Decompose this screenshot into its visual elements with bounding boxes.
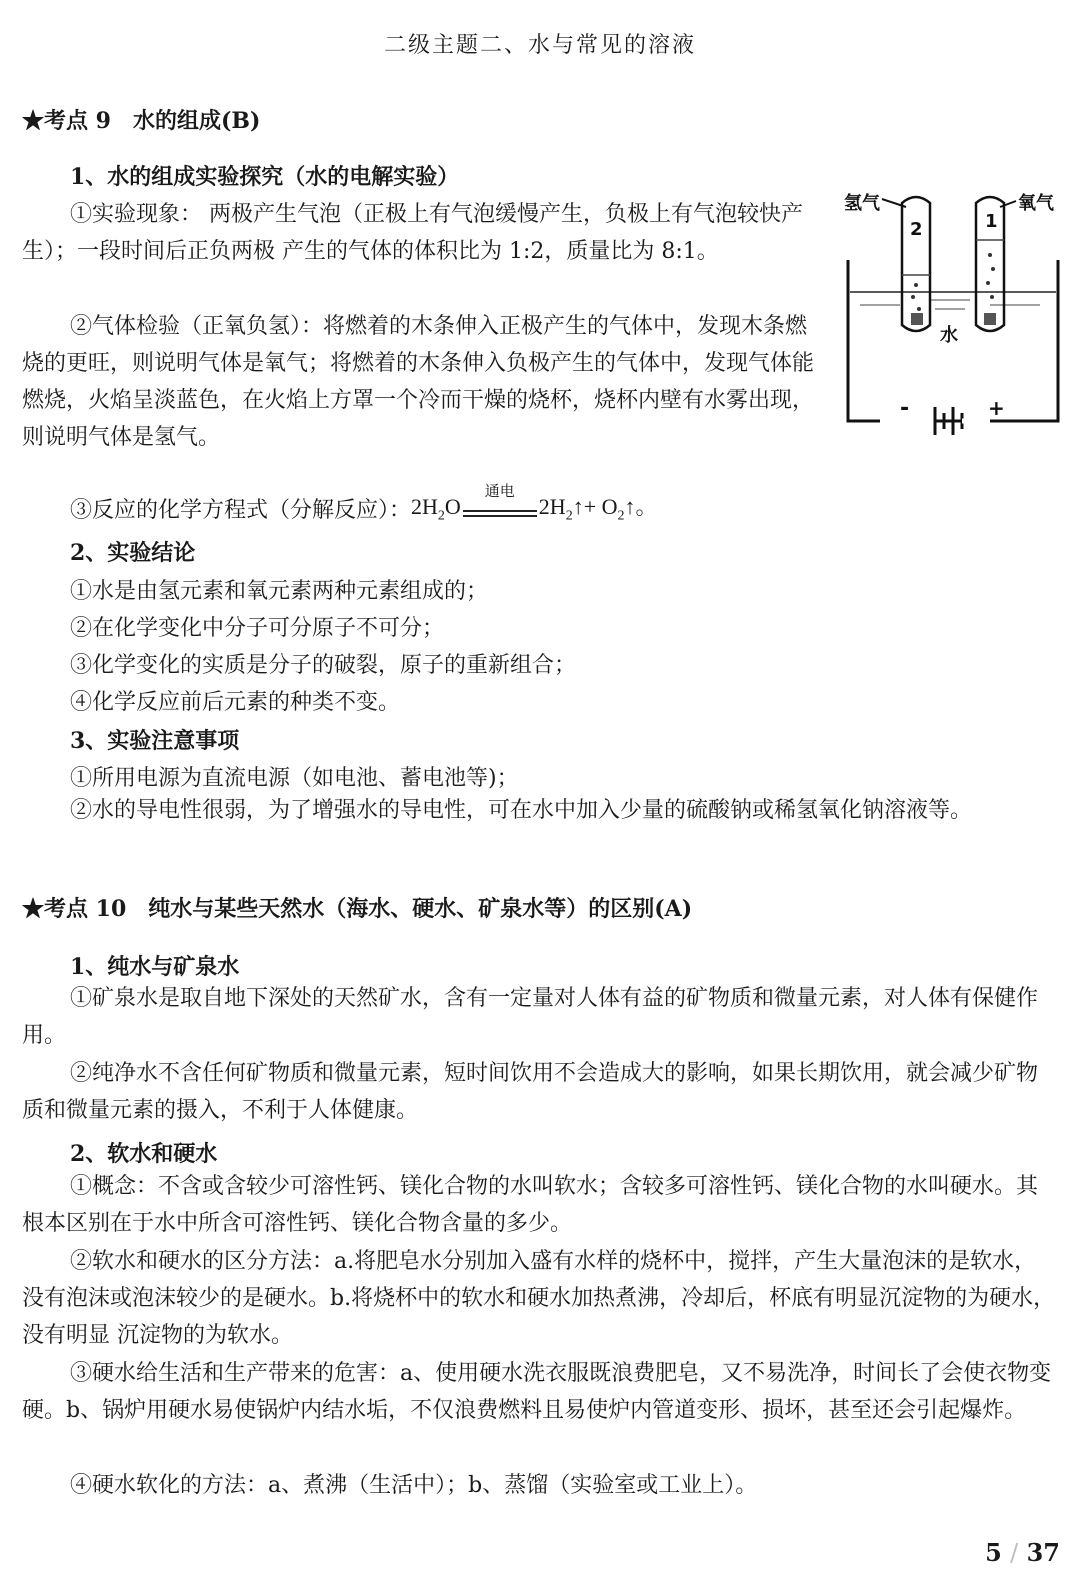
eq-prefix: ③反应的化学方程式（分解反应）： xyxy=(70,498,412,524)
left-tube-number: 2 xyxy=(910,219,923,240)
page-number: 5 / 37 xyxy=(985,1538,1060,1567)
eq-condition: 通电 xyxy=(484,482,515,501)
conclusion-item-3: ③化学变化的实质是分子的破裂，原子的重新组合； xyxy=(70,653,577,678)
kp9-s1-heading: 1、水的组成实验探究（水的电解实验） xyxy=(70,164,460,190)
hardness-concept-para: ①概念：不含或含较少可溶性钙、镁化合物的水叫软水；含较多可溶性钙、镁化合物的水叫硬水。其根本区别在于水中所含可溶性钙、镁化合物含量的多少。 xyxy=(22,1174,1039,1236)
hardness-distinguish-para: ②软水和硬水的区分方法：a.将肥皂水分别加入盛有水样的烧杯中，搅拌，产生大量泡沫的是软水，没有泡沫或泡沫较少的是硬水。b.将烧杯中的软水和硬水加热煮沸，冷却后，杯底有明显沉淀物的为硬水，没有明显 沉淀物的为软水。 xyxy=(22,1249,1056,1348)
left-gas-label: 氢气 xyxy=(844,193,880,214)
hardness-harm-para: ③硬水给生活和生产带来的危害：a、使用硬水洗衣服既浪费肥皂，又不易洗净，时间长了会使衣物变硬。b、锅炉用硬水易使锅炉内结水垢，不仅浪费燃料且易使炉内管道变形、损坏，甚至还会引起爆炸。 xyxy=(22,1361,1052,1423)
positive-terminal: + xyxy=(988,396,1005,420)
right-tube-number: 1 xyxy=(985,211,998,232)
eq-reactant: $2H_2O$ xyxy=(411,494,461,524)
conclusion-item-4: ④化学反应前后元素的种类不变。 xyxy=(70,690,401,715)
kp9-s2-heading: 2、实验结论 xyxy=(70,540,196,566)
kp9-s3-heading: 3、实验注意事项 xyxy=(70,728,240,754)
kp9-s1-phenomenon: ①实验现象： 两极产生气泡（正极上有气泡缓慢产生，负极上有气泡较快产生）；一段时间后正负两极 产生的气体的体积比为 1:2，质量比为 8:1。 xyxy=(22,202,803,264)
kp10-title: ★考点 10 纯水与某些天然水（海水、硬水、矿泉水等）的区别(A) xyxy=(22,896,693,922)
notice-item-2: ②水的导电性很弱，为了增强水的导电性，可在水中加入少量的硫酸钠或稀氢氧化钠溶液等。 xyxy=(70,798,973,823)
softening-method-para: ④硬水软化的方法：a、煮沸（生活中）；b、蒸馏（实验室或工业上）。 xyxy=(70,1473,758,1498)
eq-condition-arrow xyxy=(463,482,537,524)
electrolysis-diagram xyxy=(840,185,1065,440)
kp10-s1-heading: 1、纯水与矿泉水 xyxy=(70,954,240,980)
right-gas-label: 氧气 xyxy=(1018,193,1054,214)
notice-item-1: ①所用电源为直流电源（如电池、蓄电池等)； xyxy=(70,766,519,791)
kp9-s1-gas-test: ②气体检验（正氧负氢）：将燃着的木条伸入正极产生的气体中，发现木条燃烧的更旺，则说明气体是氧气；将燃着的木条伸入负极产生的气体中，发现气体能燃烧，火焰呈淡蓝色，在火焰上方罩一个冷而干燥的烧杯，烧杯内壁有水雾出现，则说明气体是氢气。 xyxy=(22,314,815,450)
kp9-title: ★考点 9 水的组成(B) xyxy=(22,108,261,134)
kp10-s2-heading: 2、软水和硬水 xyxy=(70,1141,218,1167)
page-header: 二级主题二、水与常见的溶液 xyxy=(383,33,696,58)
mineral-water-para: ①矿泉水是取自地下深处的天然矿水，含有一定量对人体有益的矿物质和微量元素，对人体有保健作用。 xyxy=(22,986,1039,1048)
conclusion-item-2: ②在化学变化中分子可分原子不可分； xyxy=(70,616,445,641)
water-label: 水 xyxy=(940,325,958,346)
eq-products: $2H_2↑+$ $O_2↑$。 xyxy=(538,494,658,524)
pure-water-para: ②纯净水不含任何矿物质和微量元素，短时间饮用不会造成大的影响，如果长期饮用，就会减少矿物质和微量元素的摄入，不利于人体健康。 xyxy=(22,1061,1039,1123)
chemical-equation xyxy=(70,482,658,524)
conclusion-item-1: ①水是由氢元素和氧元素两种元素组成的； xyxy=(70,579,489,604)
negative-terminal: - xyxy=(900,396,910,421)
